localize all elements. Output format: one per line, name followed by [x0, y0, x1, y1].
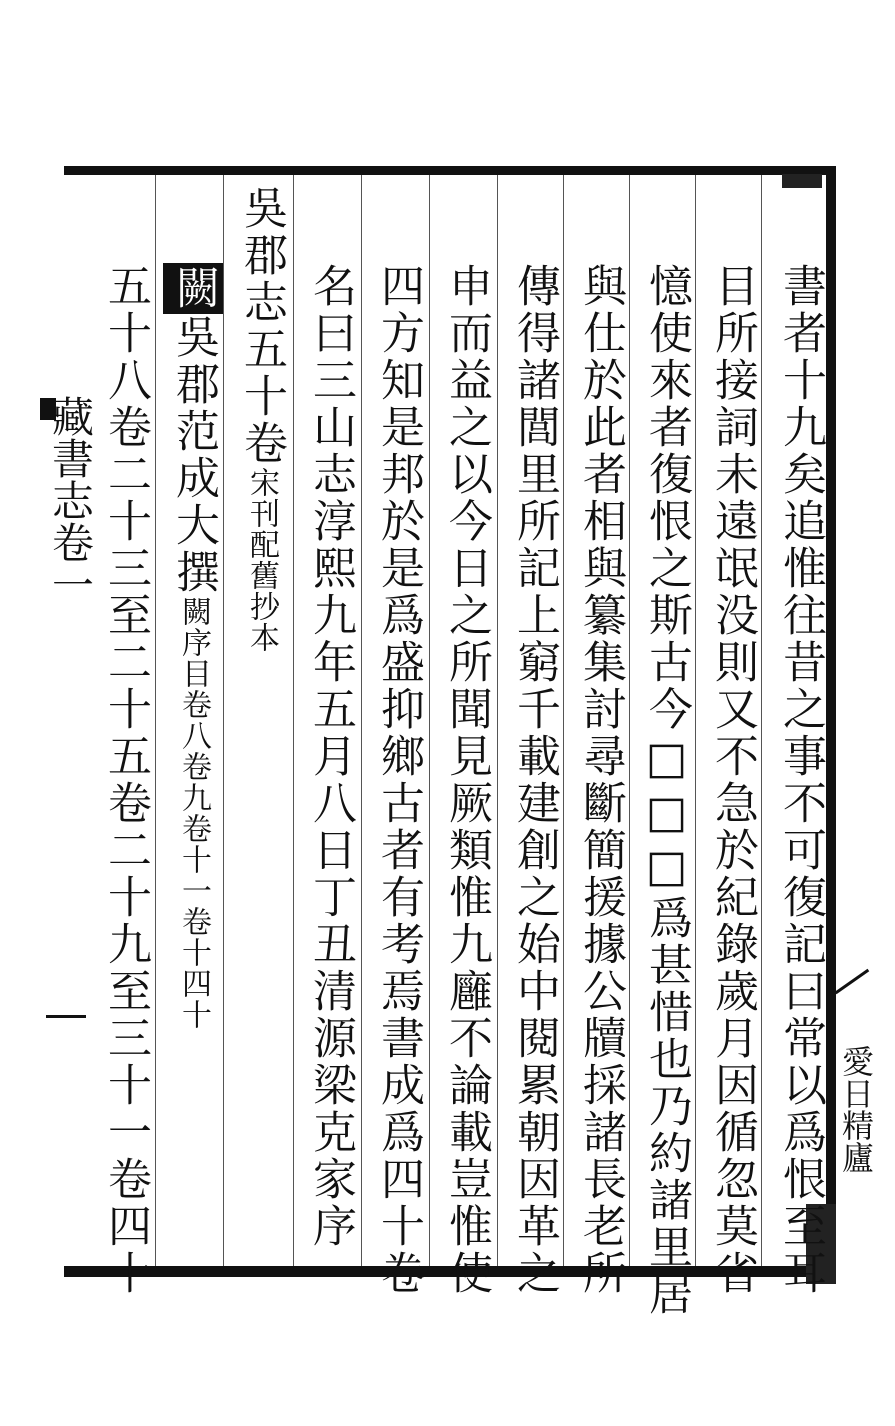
text-column-6: 申而益之以今日之所聞見厥類惟九廱不論載豈惟使 — [441, 263, 492, 1297]
text-column-7: 四方知是邦於是爲盛抑鄉古者有考焉書成爲四十卷 — [373, 263, 424, 1297]
column-rule — [155, 175, 156, 1266]
text-column-8: 名曰三山志淳熙九年五月八日丁丑清源梁克家序 — [305, 263, 356, 1250]
text-column-1: 書者十九矣追惟往昔之事不可復記曰常以爲恨至耳 — [775, 263, 826, 1297]
edition-note: 宋刊配舊抄本 — [244, 467, 279, 653]
text-column-2: 目所接詞未遠氓没則又不急於紀錄歲月因循忽莫省 — [707, 263, 758, 1297]
text-column-3: 憶使來者復恨之斯古今□□□爲甚惜也乃約諸里居 — [641, 263, 692, 1318]
column-rule — [223, 175, 224, 1266]
margin-studio-name: 愛日精廬 — [837, 1045, 875, 1173]
text-column-11: 五十八卷二十三至二十五卷二十九至三十一卷四十 — [100, 263, 151, 1297]
book-title: 吳郡志五十卷 — [236, 185, 287, 467]
column-rule — [497, 175, 498, 1266]
missing-bracket-mark: 闕 — [163, 263, 223, 314]
column-rule — [361, 175, 362, 1266]
text-column-4: 與仕於此者相與纂集討尋斷簡援據公牘採諸長老所 — [575, 263, 626, 1297]
text-column-5: 傳得諸閭里所記上窮千載建創之始中閱累朝因革之 — [509, 263, 560, 1297]
text-column-9 — [231, 185, 291, 653]
column-rule — [429, 175, 430, 1266]
column-rule — [293, 175, 294, 1266]
margin-rule — [46, 1015, 86, 1018]
text-column-10 — [163, 263, 223, 1030]
missing-volumes-note: 闕序目卷八卷九卷十一卷十四十 — [176, 596, 211, 1030]
frame-top-border — [64, 166, 836, 175]
margin-title: 藏書志卷一 — [46, 395, 95, 605]
author-line: 吳郡范成大撰 — [168, 314, 219, 596]
corner-ink-mark — [782, 174, 822, 188]
fishtail-slash — [835, 969, 869, 994]
